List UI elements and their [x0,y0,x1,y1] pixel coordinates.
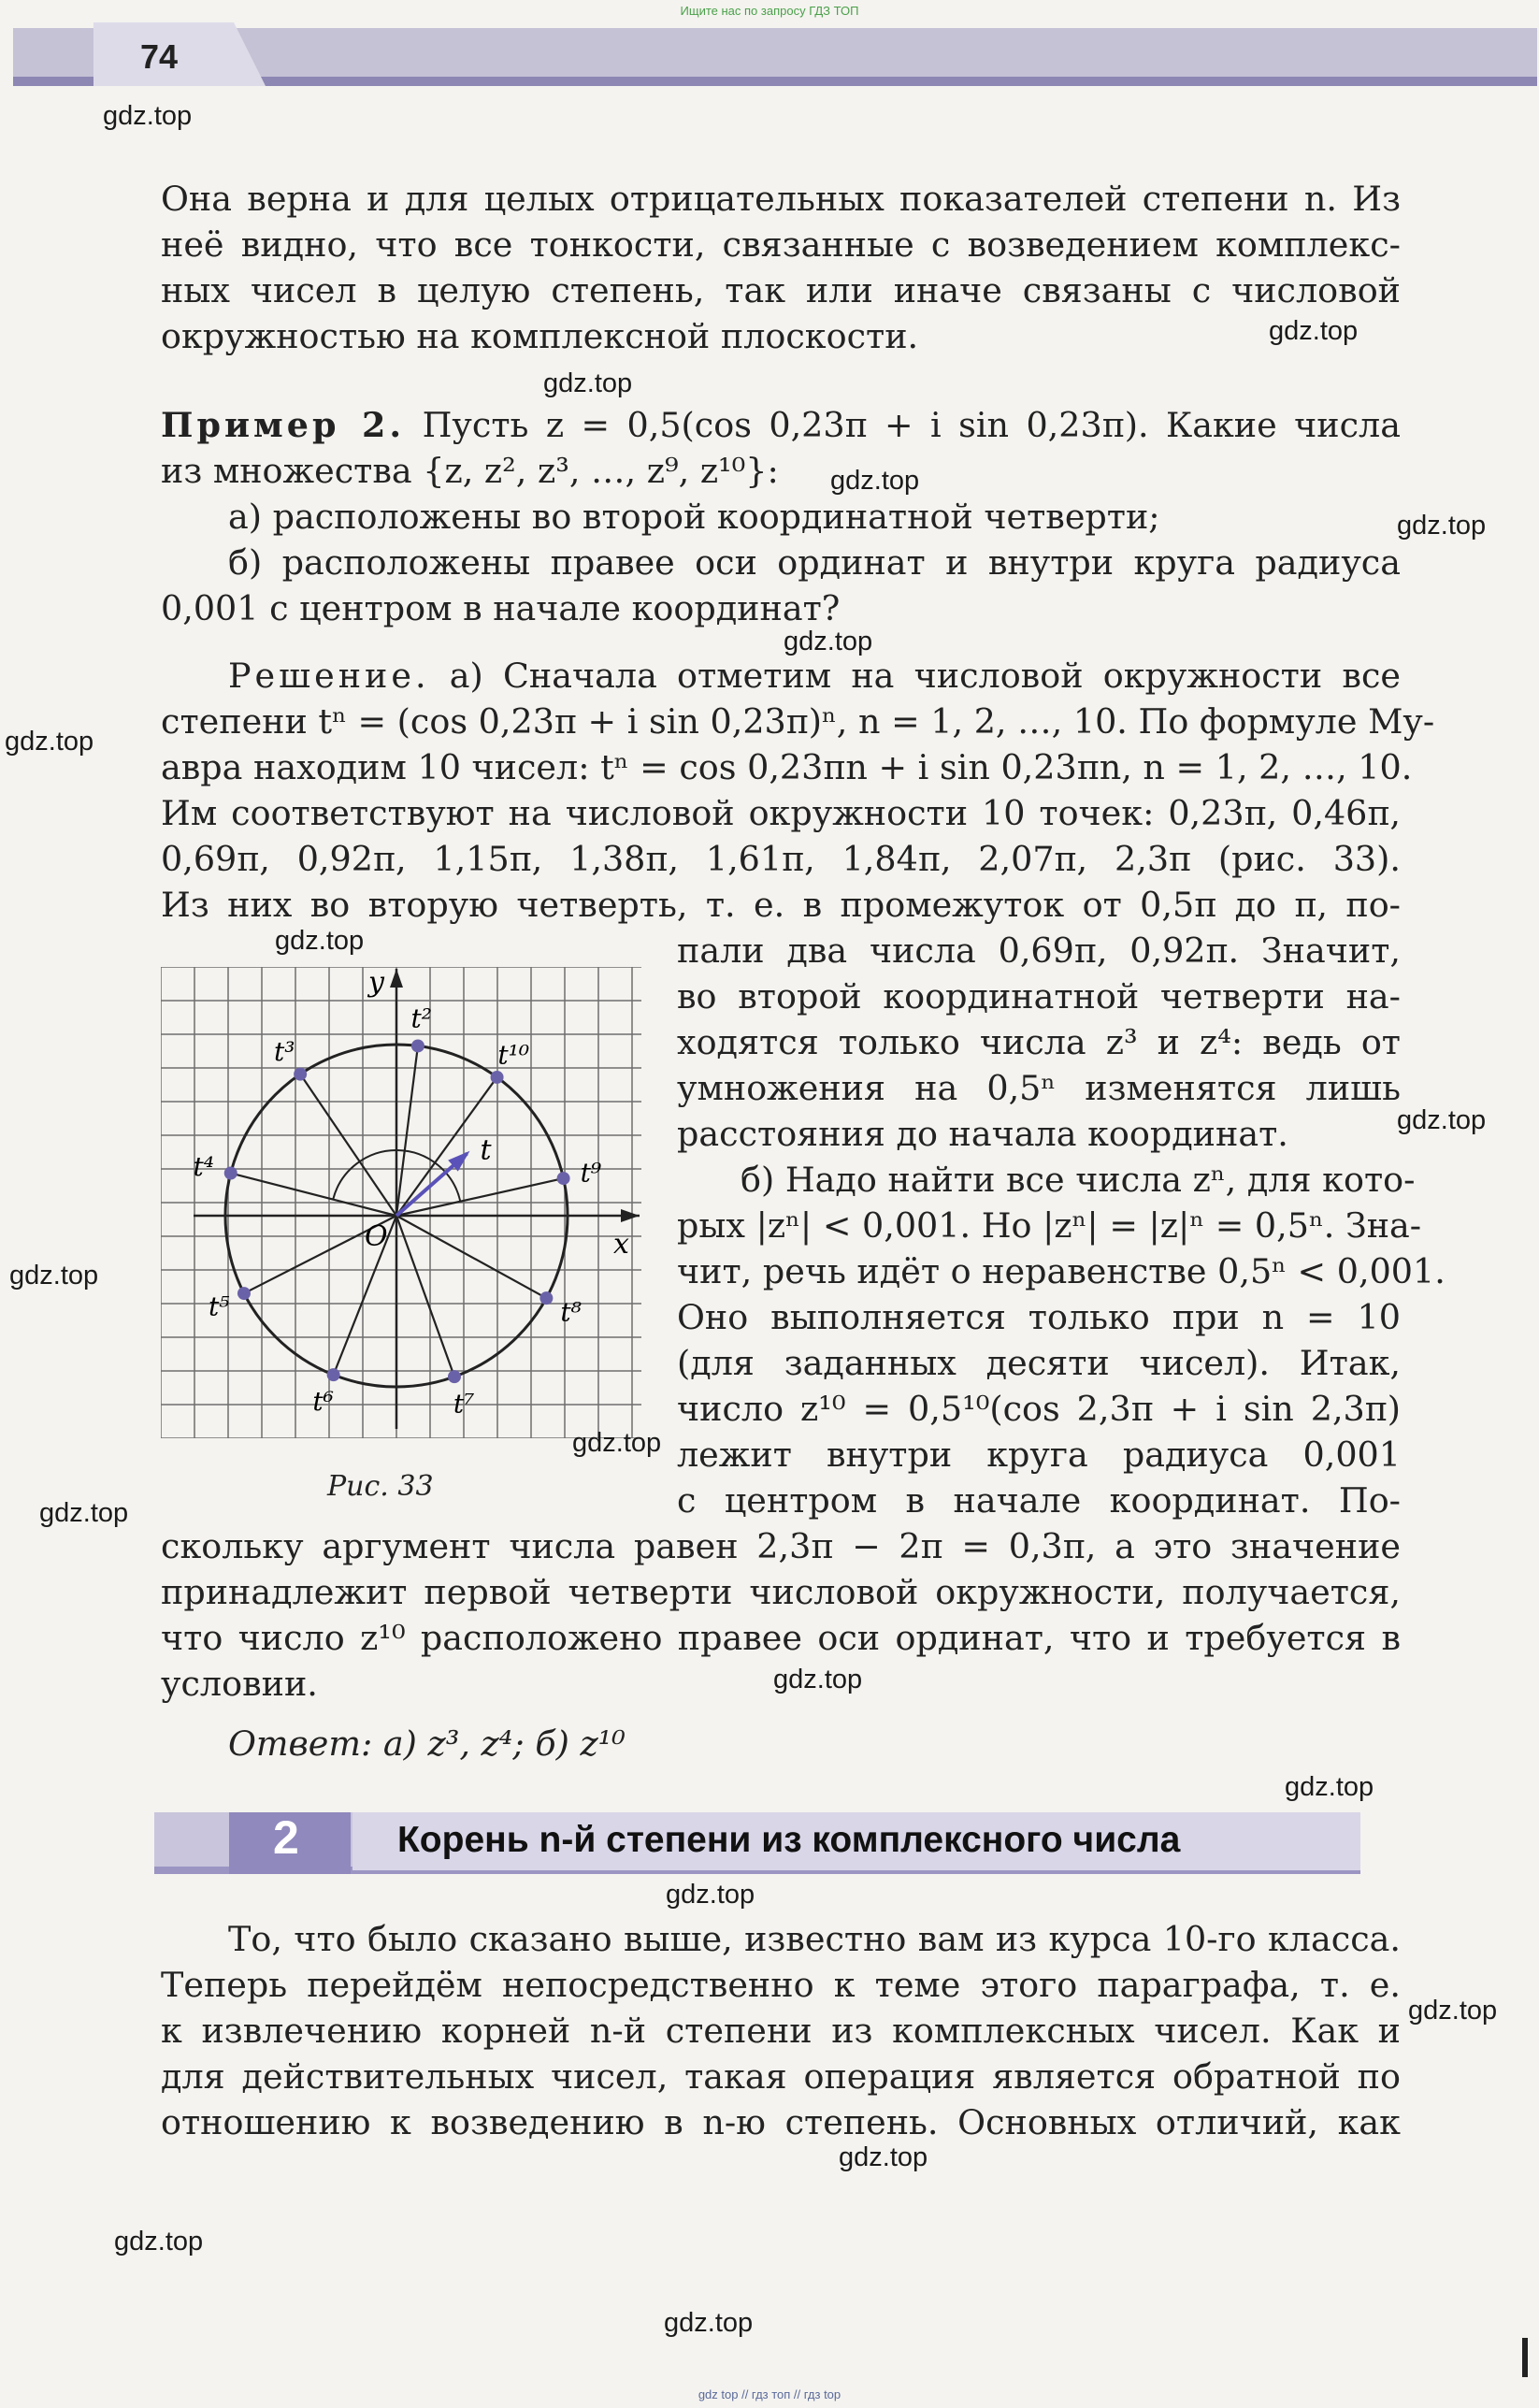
point-label: t⁷ [453,1388,475,1420]
figure-caption: Рис. 33 [327,1470,434,1503]
figure-33 [161,967,641,1438]
watermark: gdz.top [664,2308,754,2338]
text-line: к извлечению корней n-й степени из комплексных чисел. Как и [161,2011,1401,2051]
text-line: б) Надо найти все числа zⁿ, для кото- [741,1160,1416,1200]
watermark: gdz.top [103,101,193,131]
text-line: скольку аргумент числа равен 2,3π − 2π = 0,3π, а это значение [161,1526,1401,1566]
point-label: t¹⁰ [497,1039,530,1071]
vector-label: t [480,1133,492,1167]
example-text: Пусть z = 0,5(cos 0,23π + i sin 0,23π). Какие числа [422,405,1402,445]
watermark: gdz.top [543,368,633,398]
text-line: число z¹⁰ = 0,5¹⁰(cos 2,3π + i sin 2,3π) [677,1389,1401,1429]
example-line: из множества {z, z², z³, …, z⁹, z¹⁰}: [161,451,779,491]
grid [161,967,641,1438]
text-line: принадлежит первой четверти числовой окружности, получается, [161,1572,1401,1612]
point-marker [539,1291,553,1305]
text-line: То, что было сказано выше, известно вам из курса 10-го класса. [228,1919,1401,1959]
page-number: 74 [139,37,179,76]
axis-y-label: y [368,967,384,999]
watermark: gdz.top [5,727,94,757]
solution-label: Решение. [228,656,430,696]
text-line: окружностью на комплексной плоскости. [161,316,919,356]
point-marker [491,1071,504,1084]
text-line: пали два числа 0,69π, 0,92π. Значит, [677,930,1401,971]
text-line: для действительных чисел, такая операция является обратной по [161,2056,1401,2097]
watermark: gdz.top [666,1880,755,1910]
text-line: условии. [161,1664,318,1704]
text-line: ных чисел в целую степень, так или иначе связаны с числовой [161,270,1401,310]
origin-label: O [365,1220,388,1253]
example-line: 0,001 с центром в начале координат? [161,588,841,628]
point-marker [448,1370,461,1383]
text-line: неё видно, что все тонкости, связанные с возведением комплекс- [161,224,1401,265]
watermark: gdz.top [114,2227,204,2257]
watermark: gdz.top [830,466,920,496]
text-line: лежит внутри круга радиуса 0,001 [677,1435,1401,1475]
solution-line: Из них во вторую четверть, т. е. в промежуток от 0,5π до π, по- [161,885,1401,925]
point-marker [411,1039,424,1052]
header-band [13,22,1537,101]
solution-text: а) Сначала отметим на числовой окружности все [449,656,1402,696]
point-label: t⁶ [312,1386,334,1418]
text-line: (для заданных десяти чисел). Итак, [677,1343,1401,1383]
paragraph-intro [161,176,1401,359]
section-number: 2 [273,1811,299,1864]
point-marker [327,1368,340,1381]
point-marker [237,1287,251,1300]
section-title: Корень n-й степени из комплексного числа [397,1820,1181,1860]
text-line: Теперь перейдём непосредственно к теме этого параграфа, т. е. [161,1965,1401,2005]
example-line [161,402,1401,448]
watermark: gdz.top [275,926,365,956]
radius-line [396,1178,564,1216]
solution-line: Им соответствуют на числовой окружности 10 точек: 0,23π, 0,46π, [161,793,1401,833]
example-label: Пример 2. [161,405,406,445]
text-line: чит, речь идёт о неравенстве 0,5ⁿ < 0,001. [677,1251,1446,1291]
section-paragraph [161,1916,1401,2145]
watermark: gdz.top [1408,1996,1498,2026]
watermark: gdz.top [9,1261,99,1291]
watermark: gdz.top [839,2142,928,2172]
y-axis-arrow [390,969,403,988]
watermark: gdz.top [572,1428,662,1458]
axis-x-label: x [613,1228,629,1261]
solution-line: степени tⁿ = (cos 0,23π + i sin 0,23π)ⁿ, n = 1, 2, …, 10. По формуле Му- [161,701,1435,742]
text-line: во второй координатной четверти на- [677,976,1401,1017]
solution-line: 0,69π, 0,92π, 1,15π, 1,38π, 1,61π, 1,84π, 2,07π, 2,3π (рис. 33). [161,839,1401,879]
text-line: отношению к возведению в n-ю степень. Основных отличий, как [161,2102,1401,2142]
radius-line [396,1216,454,1377]
point-marker [557,1172,570,1185]
watermark: gdz.top [39,1498,129,1528]
text-line: с центром в начале координат. По- [677,1480,1401,1521]
point-label: t⁸ [560,1296,582,1328]
point-label: t³ [274,1035,295,1067]
watermark: gdz.top [1397,1105,1487,1135]
point-label: t⁵ [208,1291,230,1322]
answer-line: Ответ: а) z³, z⁴; б) z¹⁰ [228,1723,626,1764]
watermark: gdz.top [1269,316,1359,346]
solution-line [161,653,1401,699]
text-line: что число z¹⁰ расположено правее оси ординат, что и требуется в [161,1618,1401,1658]
point-label: t⁹ [580,1157,602,1189]
watermark: gdz.top [1397,511,1487,541]
top-note: Ищите нас по запросу ГДЗ ТОП [680,4,859,18]
text-line: Оно выполняется только при n = 10 [677,1297,1401,1337]
solution-block [161,653,1435,928]
example-block [161,402,1401,631]
watermark: gdz.top [784,627,873,656]
radius-line [396,1216,546,1298]
example-item-a: а) расположены во второй координатной четверти; [228,497,1160,537]
text-line: расстояния до начала координат. [677,1114,1288,1154]
point-label: t⁴ [193,1151,214,1183]
x-axis-arrow [621,1209,640,1222]
point-label: t² [410,1002,432,1034]
point-marker [224,1166,237,1179]
watermark: gdz.top [773,1665,863,1694]
corner-mark [1522,2338,1528,2377]
text-line: рых |zⁿ| < 0,001. Но |zⁿ| = |z|ⁿ = 0,5ⁿ. Зна- [677,1205,1422,1246]
example-item-b: б) расположены правее оси ординат и внутри круга радиуса [228,542,1401,583]
solution-line: авра находим 10 чисел: tⁿ = cos 0,23πn + i sin 0,23πn, n = 1, 2, …, 10. [161,747,1413,787]
watermark: gdz.top [1285,1772,1374,1802]
text-line: Она верна и для целых отрицательных показателей степени n. Из [161,179,1401,219]
text-line: умножения на 0,5ⁿ изменятся лишь [677,1068,1401,1108]
bottom-note: gdz top // гдз топ // гдз top [698,2387,841,2401]
text-line: ходятся только числа z³ и z⁴: ведь от [677,1022,1401,1062]
point-marker [294,1068,307,1081]
